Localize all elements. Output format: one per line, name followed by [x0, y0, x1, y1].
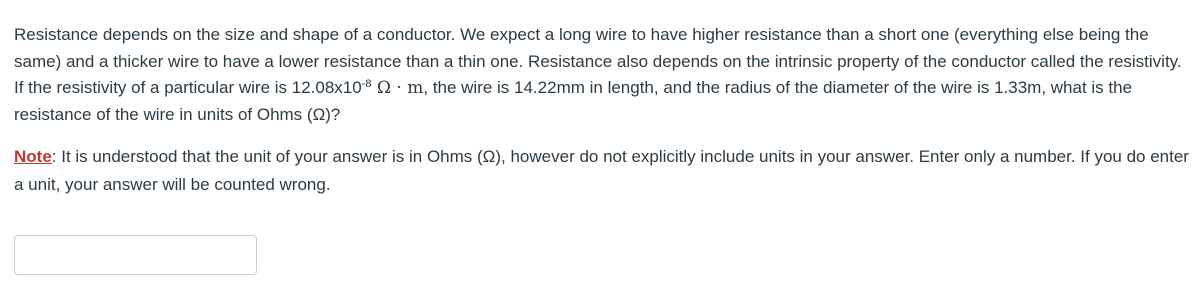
resistivity-exponent: -8 — [361, 78, 372, 90]
question-text — [14, 22, 1189, 128]
resistivity-unit: Ω · m — [371, 78, 424, 98]
answer-input[interactable] — [14, 235, 257, 275]
note-colon: : — [51, 147, 57, 166]
question-part-2: , the wire is 14.22mm in length, and the radius of the diameter of the wire is 1.33m, what is the resistance of the wire in units of Ohms (Ω)? — [14, 78, 1133, 124]
note-body: It is understood that the unit of your answer is in Ohms (Ω), however do not explicitly include units in your answer. Enter only a number. If you do enter a unit, your answer will be counted wrong. — [14, 147, 1189, 194]
question-part-1: Resistance depends on the size and shape of a conductor. We expect a long wire to have higher resistance than a short one (everything else being the same) and a thicker wire to have a lower resistance than a thin one. Resistance also depends on the intrinsic property of the conductor called the resistivity. If the resistivity of a particular wire is 12.08x10 — [14, 25, 1182, 97]
note-label: Note — [14, 147, 52, 166]
note-text — [14, 143, 1192, 199]
